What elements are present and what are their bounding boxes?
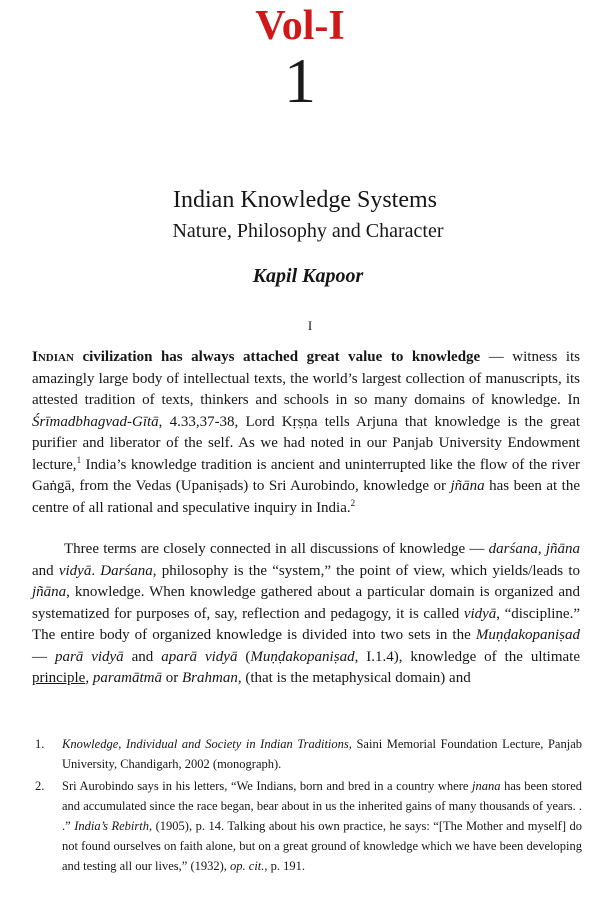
text: , (537, 541, 546, 557)
footnote-ref-1[interactable]: 1 (76, 454, 82, 465)
term-apara-vidya: aparā vidyā (161, 648, 238, 665)
text: has been at the centre of all rational and speculative inquiry in India. (32, 478, 580, 516)
chapter-title: Indian Knowledge Systems (173, 187, 437, 213)
text: — (32, 648, 55, 665)
book-title: India’s Rebirth, (74, 819, 153, 833)
term-jnana: jñāna (32, 584, 67, 600)
text: — witness its amazingly large body of intellectual texts, the world’s largest collection of manuscripts, its attested tradition of texts, thinkers and schools in so many domains of knowledge. In (32, 349, 580, 408)
text: , (that is the metaphysical domain) and (237, 670, 471, 686)
text: ( (237, 648, 251, 665)
text: India’s knowledge tradition is ancient and uninterrupted like the flow of the river Gaṅgā, from the Vedas (Upaniṣads) to Sri Aurobindo, knowledge or (32, 456, 580, 494)
text: or (162, 670, 182, 686)
chapter-subtitle: Nature, Philosophy and Character (172, 220, 444, 242)
term-jnana: jñāna (450, 478, 485, 494)
text: and (123, 648, 162, 665)
footnote-title: Knowledge, Individual and Society in Indian Traditions, (62, 737, 352, 751)
text: . (91, 562, 101, 579)
text: Three terms are closely connected in all discussions of knowledge — (64, 541, 489, 557)
lead-bold-text: civilization has always attached great value to knowledge (73, 349, 481, 365)
citation-abbrev: op. cit. (230, 859, 265, 873)
text: and (32, 562, 59, 579)
mundaka-title: Muṇḍakopaniṣad (250, 648, 355, 665)
body-paragraph-2 (32, 539, 580, 690)
term-darsana: darśana (488, 541, 538, 557)
text: , (85, 670, 93, 686)
text: , p. 191. (264, 859, 306, 873)
term-jnana: jnana (472, 779, 501, 793)
term-darsana: Darśana (100, 562, 153, 579)
term-brahman: Brahman (182, 670, 238, 686)
term-jnana: jñāna (545, 541, 581, 557)
lead-small-caps: Indian (32, 349, 74, 365)
gita-title: Śrīmadbhagvad-Gītā (32, 413, 159, 430)
text: , 4.33,37-38, Lord Kṛṣṇa tells Arjuna that knowledge is the great purifier and liberator of the self. As we had noted in our Panjab University Endowment lecture, (32, 413, 580, 473)
section-number: I (307, 318, 313, 333)
footnote-number: 2. (35, 779, 45, 793)
text: Sri Aurobindo says in his letters, “We Indians, born and bred in a country where (62, 779, 473, 793)
term-paramatma: paramātmā (92, 670, 162, 686)
text: , I.1.4), knowledge of the ultimate (354, 648, 581, 665)
footnote-1 (35, 734, 582, 774)
term-vidya: vidyā (463, 605, 497, 622)
text: (1905), p. 14. Talking about his own practice, he says: “[The Mother and myself] do not found ourselves on faith alone, but on a great ground of knowledge which we have been developing and testing all our lives,” (1932), (62, 819, 582, 873)
text: Saini Memorial Foundation Lecture, Panjab University, Chandigarh, 2002 (monograph). (62, 737, 582, 771)
text: , knowledge. When knowledge gathered about a particular domain is organized and systematized for purposes of, say, reflection and pedagogy, it is called (32, 584, 580, 622)
text: has been stored and accumulated since the race began, bear about in us the inherited gains of many thousands of years. . .” (62, 779, 582, 833)
term-para-vidya: parā vidyā (54, 648, 124, 665)
text: , philosophy is the “system,” the point of view, which yields/leads to (152, 562, 580, 579)
author-name: Kapil Kapoor (252, 265, 364, 287)
lead-phrase (32, 349, 480, 365)
term-vidya: vidyā (58, 562, 92, 579)
mundaka-title: Muṇḍakopaniṣad (475, 627, 580, 643)
footnote-number: 1. (35, 737, 45, 751)
body-paragraph-1 (32, 347, 580, 519)
footnote-2 (35, 776, 582, 876)
text: , “discipline.” The entire body of organized knowledge is divided into two sets in the (32, 605, 580, 643)
volume-label: Vol-I (255, 3, 345, 49)
underlined-word: principle (32, 670, 86, 686)
chapter-number: 1 (284, 45, 316, 116)
footnote-ref-2[interactable]: 2 (350, 497, 356, 508)
